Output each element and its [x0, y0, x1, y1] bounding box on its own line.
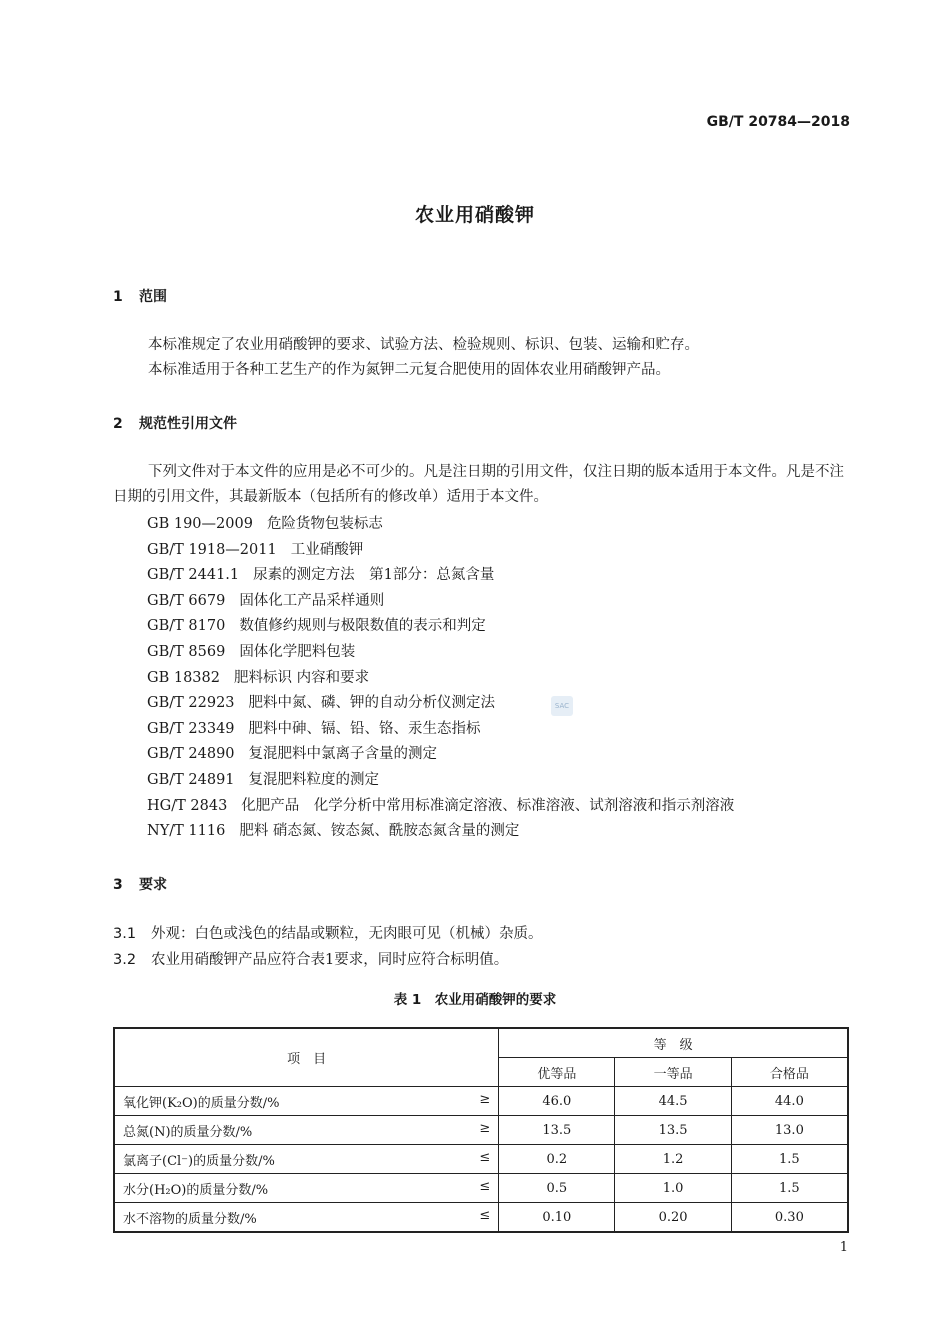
reference-title: 肥料中砷、镉、铅、铬、汞生态指标 — [248, 720, 481, 737]
standard-number: GB/T 20784—2018 — [706, 114, 850, 130]
reference-item — [147, 691, 734, 717]
value-cell: 0.10 — [499, 1203, 615, 1233]
reference-code: NY/T 1116 — [147, 823, 226, 840]
section-heading-requirements — [113, 874, 167, 894]
reference-item — [147, 538, 734, 564]
value-cell: 0.20 — [615, 1203, 731, 1233]
reference-title: 肥料标识 内容和要求 — [233, 669, 370, 686]
item-name: 氧化钾(K₂O)的质量分数/% — [123, 1095, 280, 1111]
reference-item — [147, 614, 734, 640]
item-cell — [114, 1116, 499, 1145]
requirements-table — [113, 1027, 849, 1233]
table-row — [114, 1203, 848, 1233]
item-cell — [114, 1174, 499, 1203]
grade-header: 等 级 — [499, 1028, 848, 1058]
reference-title: 肥料 硝态氮、铵态氮、酰胺态氮含量的测定 — [239, 823, 520, 840]
requirement-number: 3.2 — [113, 952, 137, 968]
reference-code: GB/T 8569 — [147, 643, 226, 660]
grade-label: 合格品 — [731, 1058, 848, 1087]
reference-code: GB/T 1918—2011 — [147, 541, 277, 558]
reference-item — [147, 563, 734, 589]
reference-title: 工业硝酸钾 — [290, 541, 364, 558]
reference-code: GB/T 8170 — [147, 618, 226, 635]
item-name: 氯离子(Cl⁻)的质量分数/% — [123, 1153, 275, 1169]
reference-code: GB/T 24891 — [147, 771, 235, 788]
comparison-operator: ≥ — [479, 1120, 491, 1136]
reference-item — [147, 589, 734, 615]
requirement-item — [113, 922, 543, 943]
value-cell: 1.5 — [731, 1174, 848, 1203]
requirement-text: 农业用硝酸钾产品应符合表1要求，同时应符合标明值。 — [151, 952, 509, 968]
references-intro: 下列文件对于本文件的应用是必不可少的。凡是注日期的引用文件，仅注日期的版本适用于本文件。凡是不注日期的引用文件，其最新版本（包括所有的修改单）适用于本文件。 — [113, 464, 844, 505]
scope-paragraph-2: 本标准适用于各种工艺生产的作为氮钾二元复合肥使用的固体农业用硝酸钾产品。 — [148, 362, 670, 378]
item-cell — [114, 1145, 499, 1174]
value-cell: 0.2 — [499, 1145, 615, 1174]
value-cell: 1.0 — [615, 1174, 731, 1203]
value-cell: 0.5 — [499, 1174, 615, 1203]
section-title: 要求 — [139, 877, 167, 893]
page-number: 1 — [839, 1240, 848, 1255]
reference-title: 化肥产品 化学分析中常用标准滴定溶液、标准溶液、试剂溶液和指示剂溶液 — [241, 797, 735, 814]
document-title: 农业用硝酸钾 — [414, 204, 535, 226]
item-name: 水不溶物的质量分数/% — [123, 1211, 257, 1227]
grade-label: 优等品 — [499, 1058, 615, 1087]
scope-paragraph-1: 本标准规定了农业用硝酸钾的要求、试验方法、检验规则、标识、包装、运输和贮存。 — [148, 337, 699, 353]
sac-watermark-logo: SAC — [551, 696, 573, 716]
reference-title: 数值修约规则与极限数值的表示和判定 — [239, 618, 486, 635]
reference-item — [147, 512, 734, 538]
reference-item — [147, 640, 734, 666]
requirement-text: 外观：白色或浅色的结晶或颗粒，无肉眼可见（机械）杂质。 — [151, 926, 543, 942]
section-heading-scope — [113, 286, 167, 306]
reference-title: 固体化工产品采样通则 — [239, 592, 385, 609]
requirement-number: 3.1 — [113, 926, 137, 942]
reference-title: 肥料中氮、磷、钾的自动分析仪测定法 — [248, 695, 496, 712]
section-heading-references — [113, 413, 237, 433]
section-number: 3 — [113, 877, 123, 893]
table-row — [114, 1174, 848, 1203]
item-name: 水分(H₂O)的质量分数/% — [123, 1182, 269, 1198]
table-row — [114, 1087, 848, 1116]
value-cell: 13.5 — [499, 1116, 615, 1145]
requirement-item — [113, 948, 508, 969]
section-title: 范围 — [139, 289, 167, 305]
reference-item — [147, 794, 734, 820]
reference-item — [147, 819, 734, 845]
comparison-operator: ≤ — [479, 1178, 491, 1194]
comparison-operator: ≤ — [479, 1149, 491, 1165]
section-number: 1 — [113, 289, 123, 305]
reference-item — [147, 742, 734, 768]
table-header-row — [114, 1028, 848, 1058]
value-cell: 13.5 — [615, 1116, 731, 1145]
value-cell: 0.30 — [731, 1203, 848, 1233]
item-header: 项 目 — [114, 1028, 499, 1087]
table-caption: 表 1 农业用硝酸钾的要求 — [393, 992, 557, 1008]
value-cell: 1.5 — [731, 1145, 848, 1174]
reference-code: GB/T 22923 — [147, 695, 235, 712]
reference-code: GB/T 6679 — [147, 592, 226, 609]
reference-item — [147, 717, 734, 743]
comparison-operator: ≥ — [479, 1091, 491, 1107]
reference-code: GB/T 23349 — [147, 720, 235, 737]
reference-item — [147, 666, 734, 692]
value-cell: 1.2 — [615, 1145, 731, 1174]
section-number: 2 — [113, 416, 123, 432]
reference-code: GB/T 24890 — [147, 746, 235, 763]
table-row — [114, 1145, 848, 1174]
item-cell — [114, 1203, 499, 1233]
reference-title: 危险货物包装标志 — [266, 516, 383, 532]
value-cell: 46.0 — [499, 1087, 615, 1116]
value-cell: 13.0 — [731, 1116, 848, 1145]
reference-code: GB 18382 — [147, 669, 220, 686]
reference-title: 固体化学肥料包装 — [239, 643, 356, 660]
item-name: 总氮(N)的质量分数/% — [123, 1124, 253, 1140]
table-row — [114, 1116, 848, 1145]
item-cell — [114, 1087, 499, 1116]
comparison-operator: ≤ — [479, 1207, 491, 1223]
value-cell: 44.5 — [615, 1087, 731, 1116]
section-title: 规范性引用文件 — [139, 416, 237, 432]
value-cell: 44.0 — [731, 1087, 848, 1116]
reference-code: GB/T 2441.1 — [147, 567, 240, 584]
reference-title: 尿素的测定方法 第1部分：总氮含量 — [253, 567, 495, 584]
reference-title: 复混肥料粒度的测定 — [248, 771, 380, 788]
reference-code: HG/T 2843 — [147, 797, 228, 814]
reference-title: 复混肥料中氯离子含量的测定 — [248, 746, 438, 763]
reference-item — [147, 768, 734, 794]
reference-code: GB 190—2009 — [147, 516, 253, 532]
reference-list — [147, 512, 734, 845]
grade-label: 一等品 — [615, 1058, 731, 1087]
